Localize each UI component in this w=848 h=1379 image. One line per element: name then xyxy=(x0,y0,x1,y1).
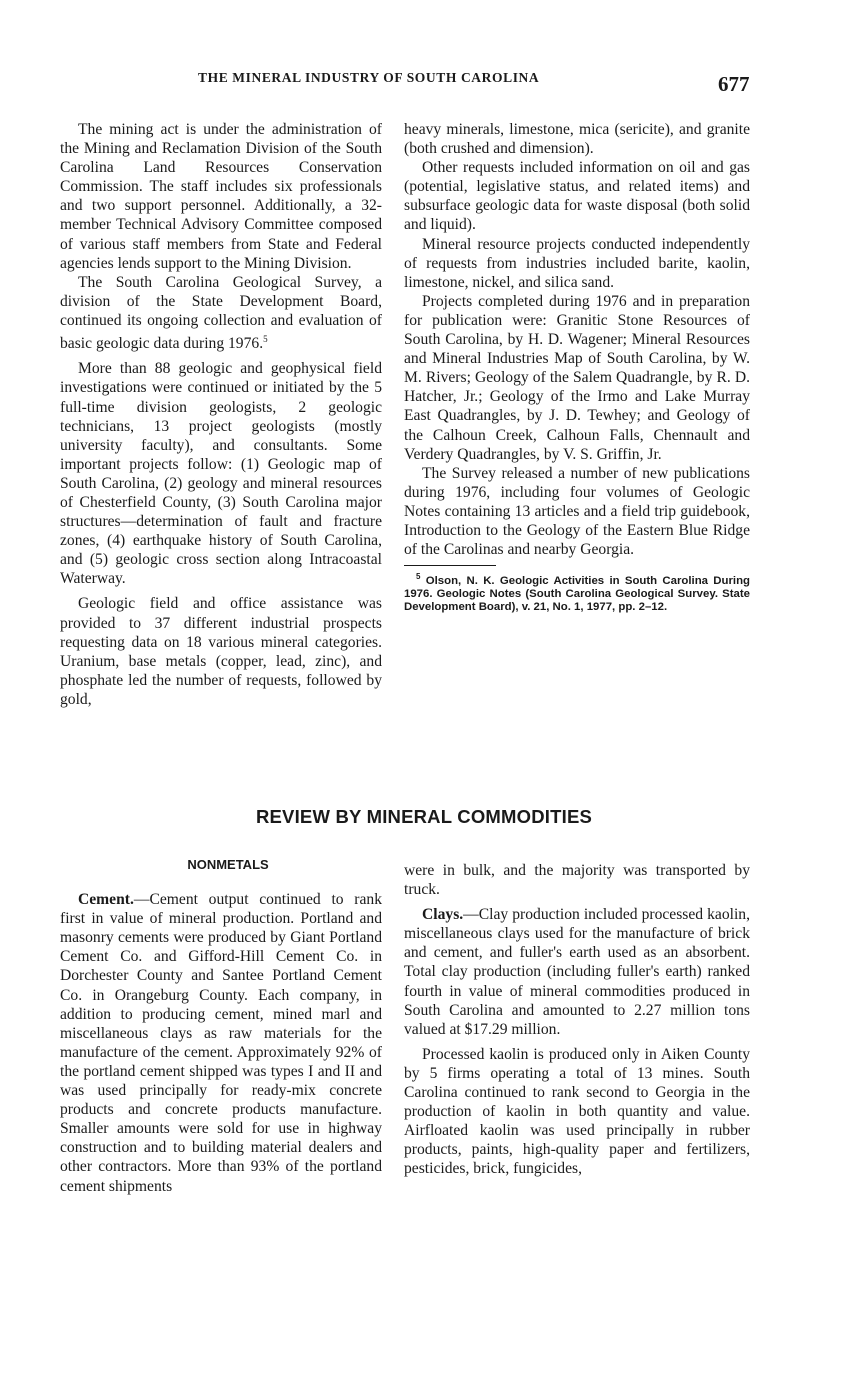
paragraph-cement xyxy=(60,890,382,1196)
paragraph-continuation-cement: were in bulk, and the majority was transported by truck. xyxy=(404,862,750,899)
right-column-top xyxy=(404,120,750,615)
paragraph-clays xyxy=(404,905,750,1039)
paragraph-continuation-requests: heavy minerals, limestone, mica (sericite), and granite (both crushed and dimension). xyxy=(404,121,750,158)
left-column-bottom xyxy=(60,855,382,1196)
paragraph-office-assistance: Geologic field and office assistance was provided to 37 different industrial prospects requesting data on 18 various mineral categories. Uranium, base metals (copper, lead, zinc), and phosphate led the number of requests, followed by gold, xyxy=(60,595,382,708)
paragraph-mineral-projects: Mineral resource projects conducted independently of requests from industries included barite, kaolin, limestone, nickel, and silica sand. xyxy=(404,235,750,291)
right-column-bottom xyxy=(404,861,750,1179)
cement-text: —Cement output continued to rank first in value of mineral production. Portland and masonry cements were produced by Giant Portland Cement Co. and Gifford-Hill Cement Co. in Dorchester County and Santee Portland Cement Co. in Orangeburg County. Each company, in addition to producing cement, mined marl and miscellaneous clays as raw materials for the manufacture of the cement. Approximately 92% of the portland cement shipped was types I and II and was used principally for ready-mix concrete products and concrete products manufacture. Smaller amounts were sold for use in highway construction and to building material dealers and other contractors. More than 93% of the portland cement shipments xyxy=(60,891,382,1195)
clays-text: —Clay production included processed kaolin, miscellaneous clays used for the manufacture of brick and cement, and fuller's earth used as an absorbent. Total clay production (including fuller's earth) ranked fourth in value of mineral commodities produced in South Carolina and amounted to 2.27 million tons valued at $17.29 million. xyxy=(404,906,750,1038)
footnote-marker: 5 xyxy=(416,572,421,582)
paragraph-other-requests: Other requests included information on oil and gas (potential, legislative status, and related items) and subsurface geologic data for waste disposal (both solid and liquid). xyxy=(404,159,750,234)
section-title: REVIEW BY MINERAL COMMODITIES xyxy=(255,806,593,827)
cement-runin-heading: Cement. xyxy=(78,891,134,909)
page-number: 677 xyxy=(718,72,750,96)
clays-runin-heading: Clays. xyxy=(422,906,464,924)
paragraph-geological-survey-text: The South Carolina Geological Survey, a division of the State Development Board, continued its ongoing collection and evaluation of basic geologic data during 1976. xyxy=(60,273,382,353)
running-title: THE MINERAL INDUSTRY OF SOUTH CAROLINA xyxy=(198,70,540,85)
paragraph-projects-completed: Projects completed during 1976 and in preparation for publication were: Granitic Stone Resources of South Carolina, by H. D. Wagener; Mineral Resources and Mineral Industries Map of South Carolina, by W. M. Rivers; Geology of the Salem Quadrangle, by R. D. Hatcher, Jr.; Geology of the Irmo and Lake Murray East Quadrangles, by J. D. Tewhey; and Geology of the Calhoun Creek, Calhoun Falls, Chennault and Verdery Quadrangles, by V. S. Griffin, Jr. xyxy=(404,292,750,463)
footnote xyxy=(404,570,750,614)
subsection-heading: NONMETALS xyxy=(187,857,269,872)
paragraph-kaolin: Processed kaolin is produced only in Aiken County by 5 firms operating a total of 13 mines. South Carolina continued to rank second to Georgia in the production of kaolin in both quantity and value. Airfloated kaolin was used principally in rubber products, paints, high-quality paper and fertilizers, pesticides, brick, fungicides, xyxy=(404,1045,750,1178)
footnote-text: Olson, N. K. Geologic Activities in South Carolina During 1976. Geologic Notes (South Carolina Geological Survey. State Development Board), v. 21, No. 1, 1977, pp. 2–12. xyxy=(404,574,751,614)
footnote-ref-5: 5 xyxy=(263,334,268,345)
footnote-divider xyxy=(404,565,496,566)
paragraph-survey-publications: The Survey released a number of new publications during 1976, including four volumes of Geologic Notes containing 13 articles and a field trip guidebook, Introduction to the Geology of the Eastern Blue Ridge of the Carolinas and nearby Georgia. xyxy=(404,464,750,559)
paragraph-geological-survey xyxy=(60,273,382,354)
paragraph-field-investigations: More than 88 geologic and geophysical field investigations were continued or initiated by the 5 full-time division geologists, 2 geologic technicians, 13 project geologists (mostly university faculty), and consultants. Some important projects follow: (1) Geologic map of South Carolina, (2) geology and mineral resources of Chesterfield County, (3) South Carolina major structures—determination of fault and fracture zones, (4) earthquake history of South Carolina, and (5) geologic cross section along Intracoastal Waterway. xyxy=(60,360,382,588)
left-column-top xyxy=(60,120,382,709)
paragraph-mining-act: The mining act is under the administration of the Mining and Reclamation Division of the South Carolina Land Resources Conservation Commission. The staff includes six professionals and two support personnel. Additionally, a 32-member Technical Advisory Committee composed of various staff members from State and Federal agencies lends support to the Mining Division. xyxy=(60,121,382,272)
